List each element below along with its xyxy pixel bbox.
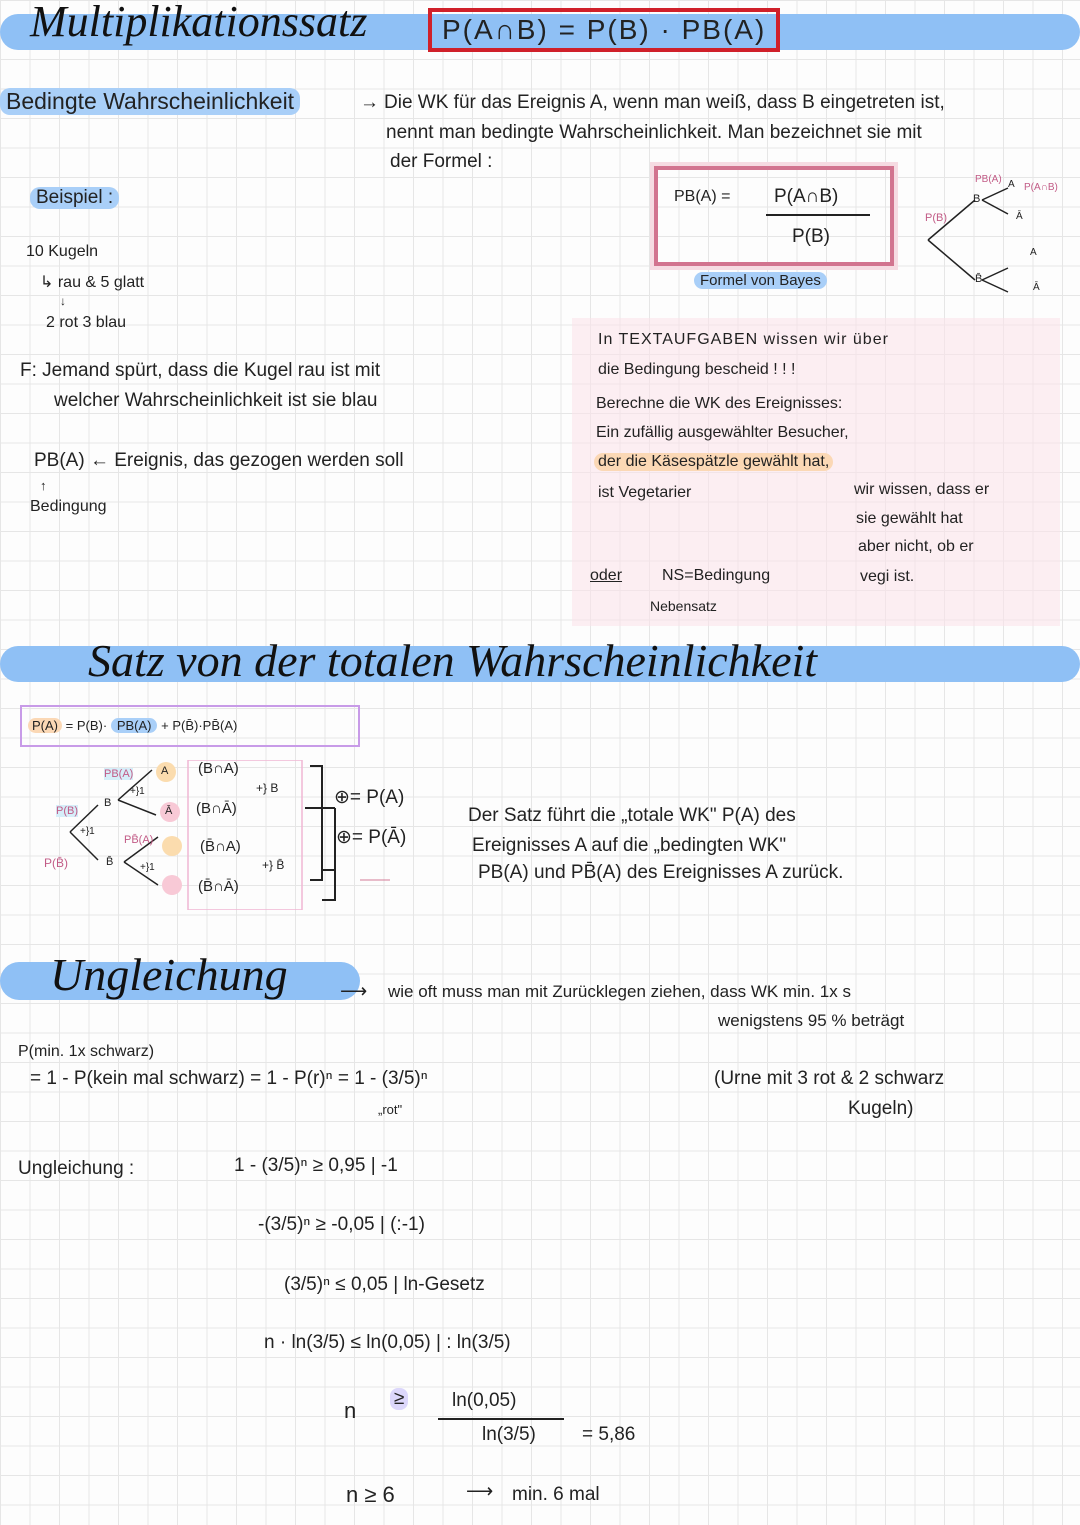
sum-pa: ⊕= P(A) xyxy=(334,787,405,808)
total-text-2: Ereignisses A auf die „bedingten WK" xyxy=(472,835,787,856)
ungleichung-label: Ungleichung : xyxy=(18,1158,135,1179)
tt-a: A xyxy=(161,765,169,777)
ta-line-1: In TEXTAUFGABEN wissen wir über xyxy=(598,331,889,348)
formula-lhs: PB(A) = xyxy=(674,188,731,205)
tt-abar: Ā xyxy=(165,805,173,817)
step-2: -(3/5)ⁿ ≥ -0,05 | (:-1) xyxy=(258,1214,425,1235)
ta-note-3: aber nicht, ob er xyxy=(858,538,974,555)
fraction-line xyxy=(766,214,870,216)
tt-b: B xyxy=(104,797,112,809)
step-5-num: ln(0,05) xyxy=(452,1390,517,1411)
ta-line-4: Ein zufällig ausgewählter Besucher, xyxy=(596,424,849,441)
formula-eq: = xyxy=(65,718,74,733)
cell-3: (B̄∩A) xyxy=(200,838,241,855)
formula-plus: + xyxy=(161,718,169,733)
bayes-label: Formel von Bayes xyxy=(694,272,827,289)
tree-a2: A xyxy=(1030,247,1037,258)
conditional-arrow: → xyxy=(360,92,379,113)
bedingung-label: Bedingung xyxy=(30,498,107,515)
ta-note-4: vegi ist. xyxy=(860,568,915,585)
ta-line-2: die Bedingung bescheid ! ! ! xyxy=(598,361,796,378)
tree-bbar: B̄ xyxy=(975,273,983,285)
formula-denominator: P(B) xyxy=(792,226,830,247)
conditional-line-1: Die WK für das Ereignis A, wenn man weiß, dass B eingetreten ist, xyxy=(384,92,945,113)
tt-pba: PB(A) xyxy=(104,768,134,780)
step-5-geq: ≥ xyxy=(390,1388,408,1410)
tree-sum-one-upper: +}1 xyxy=(130,786,145,797)
tree-pab: P(A∩B) xyxy=(1024,182,1058,193)
sum-pabar: ⊕= P(Ā) xyxy=(336,827,407,848)
ta-ns: NS=Bedingung xyxy=(662,567,771,584)
tree-sum-one-lower: +}1 xyxy=(140,862,155,873)
ungleichung-heading: Ungleichung xyxy=(50,949,288,1000)
p-min-line: P(min. 1x schwarz) xyxy=(18,1043,155,1060)
example-question-2: welcher Wahrscheinlichkeit ist sie blau xyxy=(54,390,378,411)
ungleichung-desc: wie oft muss man mit Zurücklegen ziehen, dass WK min. 1x s xyxy=(388,982,851,1001)
tree-pba: PB(A) xyxy=(975,174,1002,185)
formula-pa: P(A) xyxy=(28,718,62,733)
final-text: min. 6 mal xyxy=(512,1484,600,1505)
example-label: Beispiel : xyxy=(30,187,119,209)
page-title: Multiplikationssatz xyxy=(30,0,368,46)
bayes-formula-box xyxy=(654,166,894,266)
p-kein-line: = 1 - P(kein mal schwarz) = 1 - P(r)ⁿ = 1 - (3/5)ⁿ xyxy=(30,1068,428,1089)
step-1: 1 - (3/5)ⁿ ≥ 0,95 | -1 xyxy=(234,1155,398,1176)
cell-4: (B̄∩Ā) xyxy=(198,878,239,895)
tree-sum-one-root: +}1 xyxy=(80,826,95,837)
total-heading: Satz von der totalen Wahrscheinlichkeit xyxy=(88,635,818,686)
ta-line-6: ist Vegetarier xyxy=(598,484,692,501)
ta-note-1: wir wissen, dass er xyxy=(854,481,990,498)
example-notation: PB(A) ← Ereignis, das gezogen werden soll xyxy=(34,450,404,471)
brace-b: +} B xyxy=(256,781,279,795)
formula-pba: PB(A) xyxy=(111,718,158,733)
tt-pbbar: P(B̄) xyxy=(44,856,68,870)
formula-pbbar: P(B̄)·PB̄(A) xyxy=(172,718,238,733)
step-4: n · ln(3/5) ≤ ln(0,05) | : ln(3/5) xyxy=(264,1332,511,1353)
step-5-result: = 5,86 xyxy=(582,1424,636,1445)
formula-pb: P(B)· xyxy=(76,718,108,733)
example-line-1: 10 Kugeln xyxy=(26,243,99,260)
tree-a1: A xyxy=(1008,179,1015,190)
cell-2: (B∩Ā) xyxy=(196,800,237,817)
final-inequality: n ≥ 6 xyxy=(346,1482,395,1507)
example-line-3: ↓ xyxy=(60,294,66,308)
conditional-heading: Bedingte Wahrscheinlichkeit xyxy=(0,88,300,115)
ta-oder: oder xyxy=(590,567,623,584)
brace-bbar: +} B̄ xyxy=(262,858,285,872)
step-5-den: ln(3/5) xyxy=(482,1424,536,1445)
example-question-1: F: Jemand spürt, dass die Kugel rau ist mit xyxy=(20,360,381,381)
ungleichung-arrow: ⟶ xyxy=(340,981,368,1002)
formula-numerator: P(A∩B) xyxy=(774,186,839,207)
title-formula: P(A∩B) = P(B) · PB(A) xyxy=(428,8,780,52)
total-formula-box xyxy=(20,705,360,747)
example-line-4: 2 rot 3 blau xyxy=(46,314,127,331)
step-5-n: n xyxy=(344,1398,357,1423)
tree-diagram-small xyxy=(920,180,1060,295)
ungleichung-desc-2: wenigstens 95 % beträgt xyxy=(718,1011,905,1030)
tt-bbar: B̄ xyxy=(106,856,114,868)
ta-line-3: Berechne die WK des Ereignisses: xyxy=(596,395,843,412)
final-arrow: ⟶ xyxy=(466,1481,494,1502)
urne-line-1: (Urne mit 3 rot & 2 schwarz xyxy=(714,1068,945,1089)
step-3: (3/5)ⁿ ≤ 0,05 | ln-Gesetz xyxy=(284,1274,485,1295)
tree-pb: P(B) xyxy=(925,212,947,224)
tt-pb: P(B) xyxy=(56,805,78,817)
conditional-line-3: der Formel : xyxy=(390,151,493,172)
tree-abar2: Ā xyxy=(1033,282,1040,293)
cell-1: (B∩A) xyxy=(198,760,239,777)
step-5-fraction-line xyxy=(438,1418,564,1420)
tree-abar1: Ā xyxy=(1016,211,1023,222)
ta-note-2: sie gewählt hat xyxy=(856,510,963,527)
rot-label: „rot" xyxy=(378,1102,403,1117)
total-text-3: PB(A) und PB̄(A) des Ereignisses A zurück. xyxy=(478,862,844,883)
tt-pbbara: PB̄(A) xyxy=(124,834,154,846)
ta-nebensatz: Nebensatz xyxy=(650,598,717,614)
total-text-1: Der Satz führt die „totale WK" P(A) des xyxy=(468,805,796,826)
conditional-line-2: nennt man bedingte Wahrscheinlichkeit. Man bezeichnet sie mit xyxy=(386,122,922,143)
ta-line-5: der die Käsespätzle gewählt hat, xyxy=(594,453,833,471)
example-line-2: ↳ rau & 5 glatt xyxy=(40,274,145,291)
tree-b: B xyxy=(973,193,981,205)
arrow-up: ↑ xyxy=(40,478,47,493)
urne-line-2: Kugeln) xyxy=(848,1098,914,1119)
